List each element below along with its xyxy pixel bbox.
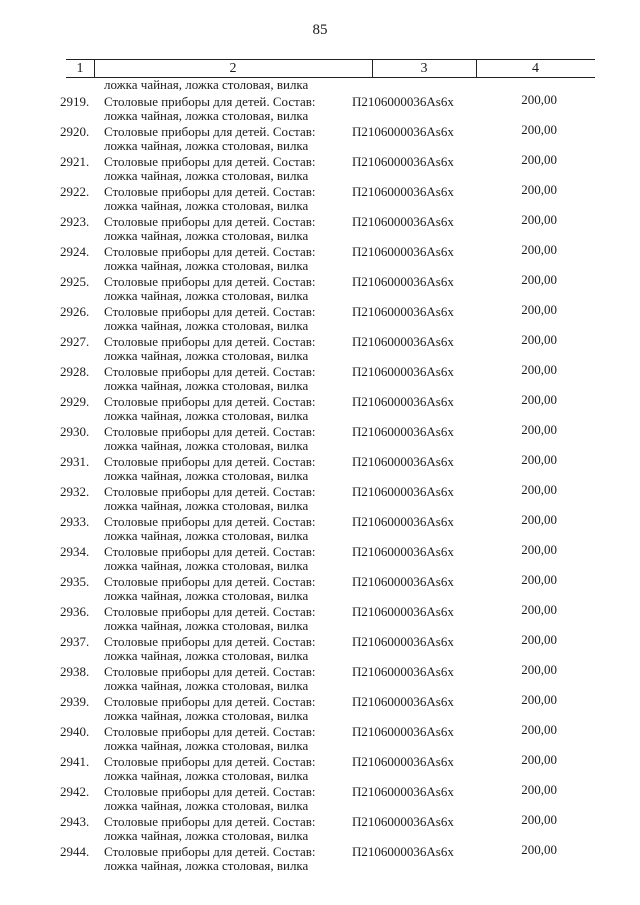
row-description <box>104 815 344 843</box>
row-code: П2106000036Аs6х <box>352 604 454 619</box>
description-line-2: ложка чайная, ложка столовая, вилка <box>104 708 309 723</box>
row-code: П2106000036Аs6х <box>352 454 454 469</box>
description-line-2: ложка чайная, ложка столовая, вилка <box>104 108 309 123</box>
description-line-2: ложка чайная, ложка столовая, вилка <box>104 378 309 393</box>
row-number: 2936. <box>60 604 90 619</box>
table-row <box>0 303 640 333</box>
row-price: 200,00 <box>521 512 557 527</box>
table-row <box>0 633 640 663</box>
description-line-1: Столовые приборы для детей. Состав: <box>104 304 316 319</box>
description-line-2: ложка чайная, ложка столовая, вилка <box>104 768 309 783</box>
row-price: 200,00 <box>521 722 557 737</box>
description-line-2: ложка чайная, ложка столовая, вилка <box>104 168 309 183</box>
row-price: 200,00 <box>521 92 557 107</box>
table-row <box>0 153 640 183</box>
description-line-2: ложка чайная, ложка столовая, вилка <box>104 138 309 153</box>
description-line-2: ложка чайная, ложка столовая, вилка <box>104 648 309 663</box>
row-number: 2921. <box>60 154 90 169</box>
row-code: П2106000036Аs6х <box>352 754 454 769</box>
description-line-2: ложка чайная, ложка столовая, вилка <box>104 498 309 513</box>
row-code: П2106000036Аs6х <box>352 484 454 499</box>
row-number: 2922. <box>60 184 90 199</box>
description-line-2: ложка чайная, ложка столовая, вилка <box>104 828 309 843</box>
row-code: П2106000036Аs6х <box>352 394 454 409</box>
row-price: 200,00 <box>521 812 557 827</box>
table-row <box>0 843 640 873</box>
row-code: П2106000036Аs6х <box>352 154 454 169</box>
row-code: П2106000036Аs6х <box>352 334 454 349</box>
row-price: 200,00 <box>521 602 557 617</box>
description-line-1: Столовые приборы для детей. Состав: <box>104 724 316 739</box>
row-description <box>104 695 344 723</box>
row-number: 2930. <box>60 424 90 439</box>
table-row <box>0 483 640 513</box>
row-description <box>104 185 344 213</box>
row-number: 2931. <box>60 454 90 469</box>
description-line-1: Столовые приборы для детей. Состав: <box>104 124 316 139</box>
description-line-1: Столовые приборы для детей. Состав: <box>104 544 316 559</box>
description-line-1: Столовые приборы для детей. Состав: <box>104 394 316 409</box>
row-description <box>104 515 344 543</box>
row-description <box>104 155 344 183</box>
description-line-1: Столовые приборы для детей. Состав: <box>104 334 316 349</box>
description-line-1: Столовые приборы для детей. Состав: <box>104 274 316 289</box>
row-number: 2939. <box>60 694 90 709</box>
row-description <box>104 215 344 243</box>
row-description <box>104 605 344 633</box>
row-number: 2920. <box>60 124 90 139</box>
table-row <box>0 123 640 153</box>
description-line-1: Столовые приборы для детей. Состав: <box>104 694 316 709</box>
row-code: П2106000036Аs6х <box>352 184 454 199</box>
row-code: П2106000036Аs6х <box>352 814 454 829</box>
table-row <box>0 693 640 723</box>
row-price: 200,00 <box>521 212 557 227</box>
description-line-1: Столовые приборы для детей. Состав: <box>104 484 316 499</box>
row-number: 2928. <box>60 364 90 379</box>
row-description <box>104 275 344 303</box>
row-price: 200,00 <box>521 842 557 857</box>
table-row <box>0 213 640 243</box>
row-code: П2106000036Аs6х <box>352 244 454 259</box>
description-line-1: Столовые приборы для детей. Состав: <box>104 604 316 619</box>
table-row <box>0 663 640 693</box>
header-col-1: 1 <box>76 61 84 76</box>
row-number: 2940. <box>60 724 90 739</box>
description-line-2: ложка чайная, ложка столовая, вилка <box>104 198 309 213</box>
description-line-2: ложка чайная, ложка столовая, вилка <box>104 438 309 453</box>
description-line-2: ложка чайная, ложка столовая, вилка <box>104 858 309 873</box>
description-line-2: ложка чайная, ложка столовая, вилка <box>104 408 309 423</box>
table-row <box>0 453 640 483</box>
row-description <box>104 845 344 873</box>
row-description <box>104 125 344 153</box>
row-number: 2942. <box>60 784 90 799</box>
table-row <box>0 543 640 573</box>
table-row <box>0 723 640 753</box>
description-line-2: ложка чайная, ложка столовая, вилка <box>104 228 309 243</box>
description-line-2: ложка чайная, ложка столовая, вилка <box>104 348 309 363</box>
row-code: П2106000036Аs6х <box>352 124 454 139</box>
description-line-1: Столовые приборы для детей. Состав: <box>104 814 316 829</box>
description-line-2: ложка чайная, ложка столовая, вилка <box>104 528 309 543</box>
header-col-3: 3 <box>420 61 428 76</box>
description-line-1: Столовые приборы для детей. Состав: <box>104 214 316 229</box>
description-line-2: ложка чайная, ложка столовая, вилка <box>104 798 309 813</box>
row-price: 200,00 <box>521 692 557 707</box>
row-code: П2106000036Аs6х <box>352 424 454 439</box>
row-description <box>104 425 344 453</box>
table-row <box>0 423 640 453</box>
row-code: П2106000036Аs6х <box>352 694 454 709</box>
row-number: 2938. <box>60 664 90 679</box>
row-code: П2106000036Аs6х <box>352 574 454 589</box>
table-row <box>0 573 640 603</box>
table-row <box>0 363 640 393</box>
row-price: 200,00 <box>521 632 557 647</box>
row-description <box>104 665 344 693</box>
row-description <box>104 395 344 423</box>
row-code: П2106000036Аs6х <box>352 664 454 679</box>
row-number: 2927. <box>60 334 90 349</box>
description-line-1: Столовые приборы для детей. Состав: <box>104 574 316 589</box>
row-price: 200,00 <box>521 362 557 377</box>
table-row <box>0 783 640 813</box>
page-number: 85 <box>312 22 328 38</box>
description-line-1: Столовые приборы для детей. Состав: <box>104 184 316 199</box>
row-price: 200,00 <box>521 452 557 467</box>
table-row <box>0 273 640 303</box>
row-code: П2106000036Аs6х <box>352 364 454 379</box>
row-number: 2935. <box>60 574 90 589</box>
description-line-2: ложка чайная, ложка столовая, вилка <box>104 318 309 333</box>
row-number: 2929. <box>60 394 90 409</box>
continuation-line: ложка чайная, ложка столовая, вилка <box>104 77 309 92</box>
row-number: 2926. <box>60 304 90 319</box>
row-price: 200,00 <box>521 752 557 767</box>
row-code: П2106000036Аs6х <box>352 274 454 289</box>
row-price: 200,00 <box>521 332 557 347</box>
row-number: 2925. <box>60 274 90 289</box>
row-number: 2932. <box>60 484 90 499</box>
row-price: 200,00 <box>521 122 557 137</box>
description-line-2: ложка чайная, ложка столовая, вилка <box>104 588 309 603</box>
description-line-2: ложка чайная, ложка столовая, вилка <box>104 468 309 483</box>
description-line-1: Столовые приборы для детей. Состав: <box>104 784 316 799</box>
row-description <box>104 95 344 123</box>
row-price: 200,00 <box>521 542 557 557</box>
row-number: 2919. <box>60 94 90 109</box>
row-number: 2943. <box>60 814 90 829</box>
description-line-1: Столовые приборы для детей. Состав: <box>104 844 316 859</box>
description-line-1: Столовые приборы для детей. Состав: <box>104 454 316 469</box>
row-description <box>104 485 344 513</box>
row-description <box>104 335 344 363</box>
row-price: 200,00 <box>521 182 557 197</box>
description-line-1: Столовые приборы для детей. Состав: <box>104 244 316 259</box>
row-price: 200,00 <box>521 392 557 407</box>
row-code: П2106000036Аs6х <box>352 94 454 109</box>
table-row <box>0 813 640 843</box>
table-row <box>0 93 640 123</box>
row-description <box>104 785 344 813</box>
row-number: 2941. <box>60 754 90 769</box>
table-row <box>0 183 640 213</box>
row-number: 2934. <box>60 544 90 559</box>
description-line-2: ложка чайная, ложка столовая, вилка <box>104 288 309 303</box>
table-row <box>0 753 640 783</box>
row-price: 200,00 <box>521 272 557 287</box>
description-line-2: ложка чайная, ложка столовая, вилка <box>104 738 309 753</box>
description-line-1: Столовые приборы для детей. Состав: <box>104 514 316 529</box>
row-description <box>104 545 344 573</box>
row-description <box>104 635 344 663</box>
row-price: 200,00 <box>521 422 557 437</box>
description-line-2: ложка чайная, ложка столовая, вилка <box>104 678 309 693</box>
row-code: П2106000036Аs6х <box>352 784 454 799</box>
row-description <box>104 575 344 603</box>
row-description <box>104 245 344 273</box>
description-line-1: Столовые приборы для детей. Состав: <box>104 754 316 769</box>
row-code: П2106000036Аs6х <box>352 844 454 859</box>
description-line-2: ложка чайная, ложка столовая, вилка <box>104 258 309 273</box>
row-price: 200,00 <box>521 572 557 587</box>
row-description <box>104 365 344 393</box>
row-description <box>104 455 344 483</box>
description-line-1: Столовые приборы для детей. Состав: <box>104 364 316 379</box>
table-row <box>0 333 640 363</box>
row-number: 2937. <box>60 634 90 649</box>
row-description <box>104 755 344 783</box>
row-number: 2923. <box>60 214 90 229</box>
description-line-2: ложка чайная, ложка столовая, вилка <box>104 618 309 633</box>
row-number: 2933. <box>60 514 90 529</box>
row-description <box>104 305 344 333</box>
row-code: П2106000036Аs6х <box>352 544 454 559</box>
table-row <box>0 243 640 273</box>
row-number: 2924. <box>60 244 90 259</box>
row-code: П2106000036Аs6х <box>352 634 454 649</box>
row-price: 200,00 <box>521 662 557 677</box>
row-code: П2106000036Аs6х <box>352 214 454 229</box>
table-row <box>0 393 640 423</box>
row-price: 200,00 <box>521 782 557 797</box>
row-code: П2106000036Аs6х <box>352 724 454 739</box>
row-number: 2944. <box>60 844 90 859</box>
description-line-1: Столовые приборы для детей. Состав: <box>104 424 316 439</box>
table-row <box>0 513 640 543</box>
header-col-2: 2 <box>229 61 237 76</box>
description-line-1: Столовые приборы для детей. Состав: <box>104 154 316 169</box>
row-price: 200,00 <box>521 152 557 167</box>
description-line-1: Столовые приборы для детей. Состав: <box>104 664 316 679</box>
row-price: 200,00 <box>521 242 557 257</box>
table-row <box>0 603 640 633</box>
description-line-2: ложка чайная, ложка столовая, вилка <box>104 558 309 573</box>
row-code: П2106000036Аs6х <box>352 304 454 319</box>
row-price: 200,00 <box>521 302 557 317</box>
row-price: 200,00 <box>521 482 557 497</box>
description-line-1: Столовые приборы для детей. Состав: <box>104 634 316 649</box>
row-code: П2106000036Аs6х <box>352 514 454 529</box>
row-description <box>104 725 344 753</box>
description-line-1: Столовые приборы для детей. Состав: <box>104 94 316 109</box>
header-col-4: 4 <box>532 61 539 76</box>
